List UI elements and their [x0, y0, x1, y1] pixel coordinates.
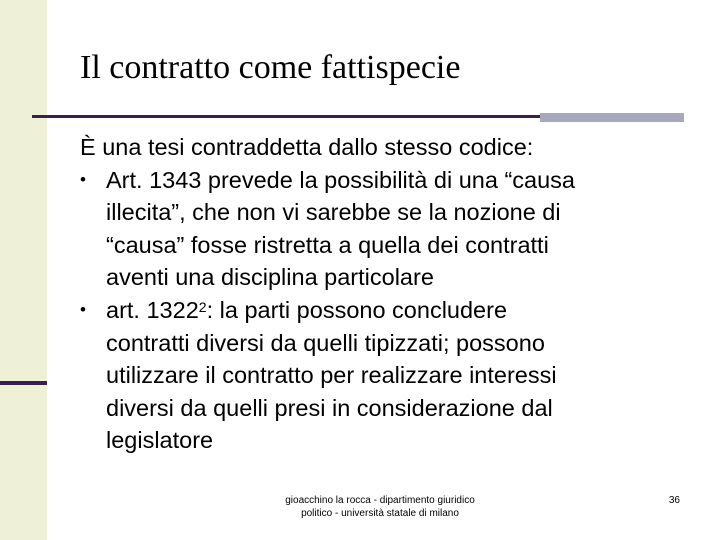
footer-author [270, 494, 490, 520]
side-accent-bar [0, 381, 47, 385]
intro-text: È una tesi contraddetta dallo stesso codice: [80, 134, 534, 160]
bullet-line: diversi da quelli presi in considerazione dal [106, 394, 553, 421]
bullet-marker: • [80, 169, 86, 189]
bullet-item-art-1322 [80, 294, 680, 457]
bullet-line: aventi una disciplina particolare [106, 264, 434, 291]
slide-body [80, 131, 680, 457]
bullet-line: legislatore [106, 427, 214, 454]
page-number: 36 [668, 495, 680, 506]
article-paragraph-superscript: 2 [198, 298, 207, 315]
title-divider-accent [540, 113, 684, 122]
title-divider [32, 115, 540, 118]
bullet-text: : la parti possono concludere [206, 296, 508, 323]
bullet-marker: • [80, 299, 86, 319]
bullet-line: illecita”, che non vi sarebbe se la nozione di [106, 199, 561, 226]
bullet-line: utilizzare il contratto per realizzare interessi [106, 362, 557, 389]
bullet-line: Art. 1343 prevede la possibilità di una “causa [106, 166, 575, 193]
bullet-list [80, 164, 680, 457]
slide-title: Il contratto come fattispecie [80, 49, 461, 86]
bullet-line [106, 294, 680, 327]
bullet-item-art-1343 [80, 164, 680, 294]
bullet-line: contratti diversi da quelli tipizzati; possono [106, 329, 545, 356]
footer-line: politico - università statale di milano [301, 508, 459, 519]
side-band [0, 0, 47, 540]
article-reference: art. 1322 [106, 296, 199, 323]
bullet-line: “causa” fosse ristretta a quella dei contratti [106, 231, 549, 258]
footer-line: gioacchino la rocca - dipartimento giuridico [285, 495, 475, 506]
